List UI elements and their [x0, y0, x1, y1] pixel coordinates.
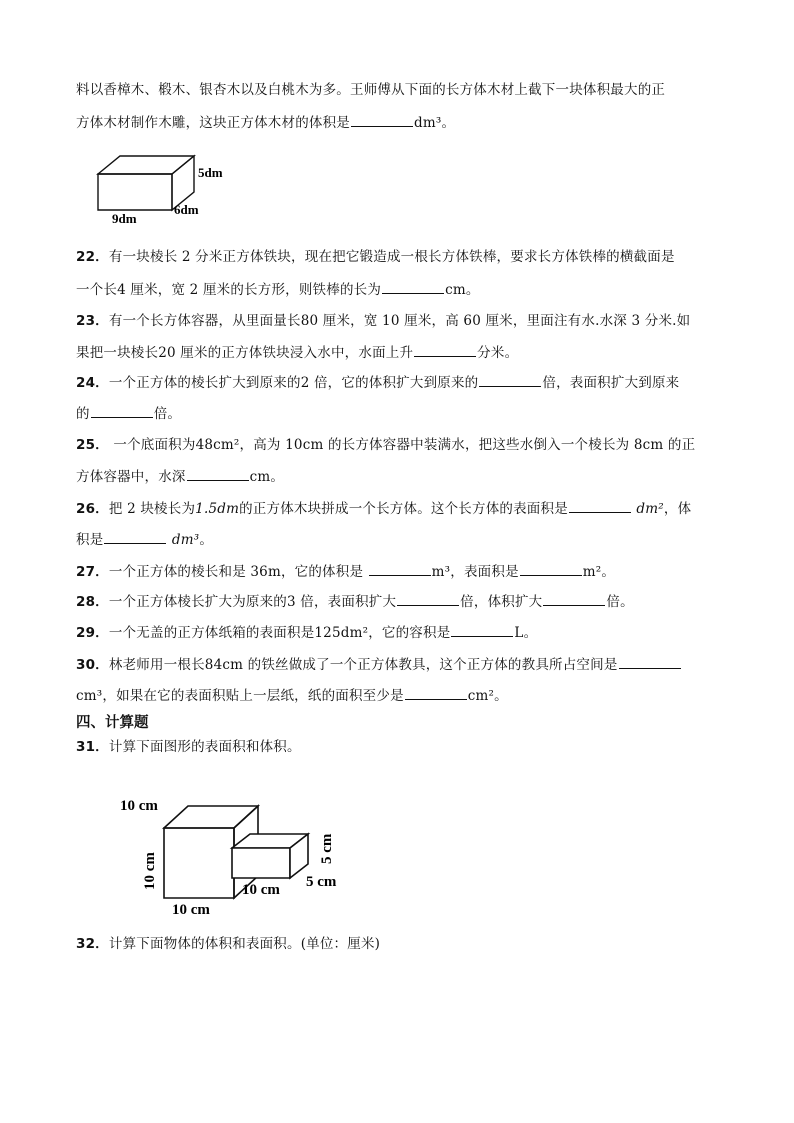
q31-number: 31． — [76, 739, 109, 755]
q26-number: 26． — [76, 501, 109, 517]
q26-line1 — [76, 498, 691, 519]
q27-number: 27． — [76, 564, 109, 580]
q25-line1 — [76, 435, 695, 455]
q22-number: 22． — [76, 249, 109, 265]
q24-answer-blank-2[interactable] — [91, 403, 153, 418]
q26-text1b: 的正方体木块拼成一个长方体。这个长方体的表面积是 — [239, 501, 568, 517]
q31-bottom-label: 10 cm — [172, 902, 210, 918]
q24-number: 24． — [76, 375, 109, 391]
q23-line1 — [76, 311, 690, 331]
q23-text2: 果把一块棱长20 厘米的正方体铁块浸入水中，水面上升 — [76, 345, 414, 361]
q21-width-label: 6dm — [174, 202, 199, 217]
q31-text: 计算下面图形的表面积和体积。 — [108, 739, 301, 755]
q24-text2: 的 — [76, 406, 90, 422]
q25-line2 — [76, 466, 284, 487]
q26-unit-area: dm² — [636, 501, 664, 517]
q25-answer-blank[interactable] — [187, 466, 249, 481]
q24-answer-blank-1[interactable] — [479, 372, 541, 387]
q32-line — [76, 934, 380, 954]
q23-text1: 有一个长方体容器，从里面量长80 厘米，宽 10 厘米，高 60 厘米，里面注有水.水深 3 分米.如 — [108, 313, 691, 329]
q31-small-width-label: 5 cm — [306, 874, 337, 890]
q29-text2: L。 — [514, 625, 538, 641]
q25-unit: cm。 — [249, 469, 285, 485]
q30-answer-blank-2[interactable] — [405, 685, 467, 700]
q29-number: 29． — [76, 625, 109, 641]
q26-answer-blank-2[interactable] — [104, 529, 166, 544]
q30-line2 — [76, 685, 508, 706]
q31-line — [76, 737, 301, 757]
q22-answer-blank[interactable] — [382, 279, 444, 294]
q21-unit: dm³。 — [414, 115, 456, 131]
q28-text1: 一个正方体棱长扩大为原来的3 倍，表面积扩大 — [108, 594, 397, 610]
q28-answer-blank-1[interactable] — [397, 591, 459, 606]
q22-text1: 有一块棱长 2 分米正方体铁块，现在把它锻造成一根长方体铁棒，要求长方体铁棒的横截面是 — [108, 249, 675, 265]
q25-text2: 方体容器中，水深 — [76, 469, 186, 485]
q30-text3: cm²。 — [467, 688, 508, 704]
q23-answer-blank[interactable] — [414, 342, 476, 357]
q21-height-label: 5dm — [198, 165, 223, 180]
q30-number: 30． — [76, 657, 109, 673]
q26-text2: 积是 — [76, 532, 104, 548]
q21-text: 方体木材制作木雕，这块正方体木材的体积是 — [76, 115, 350, 131]
q22-unit: cm。 — [445, 282, 480, 298]
q27-answer-blank-2[interactable] — [520, 561, 582, 576]
q28-text3: 倍。 — [606, 594, 634, 610]
q22-line1 — [76, 247, 675, 267]
q27-text1: 一个正方体的棱长和是 36m，它的体积是 — [108, 564, 368, 580]
q31-composite-figure — [118, 790, 358, 920]
q24-text1: 一个正方体的棱长扩大到原来的2 倍，它的体积扩大到原来的 — [108, 375, 479, 391]
q24-line2 — [76, 403, 181, 424]
q30-line1 — [76, 654, 682, 675]
q21-line2 — [76, 112, 455, 133]
q29-answer-blank[interactable] — [451, 622, 513, 637]
q32-text: 计算下面物体的体积和表面积。(单位：厘米) — [108, 936, 381, 952]
q27-text3: m²。 — [582, 564, 616, 580]
q27-answer-blank-1[interactable] — [369, 561, 431, 576]
q22-line2 — [76, 279, 480, 300]
q26-text2b: 。 — [199, 532, 214, 548]
q30-text1: 林老师用一根长84cm 的铁丝做成了一个正方体教具，这个正方体的教具所占空间是 — [108, 657, 618, 673]
q25-text1: 一个底面积为48cm²，高为 10cm 的长方体容器中装满水，把这些水倒入一个棱长为 8cm 的正 — [108, 437, 696, 453]
q31-small-height-label: 5 cm — [319, 833, 335, 864]
q26-math-edge: 1.5dm — [195, 501, 240, 517]
q26-line2 — [76, 529, 213, 550]
q26-text1c: ，体 — [663, 501, 692, 517]
q26-answer-blank-1[interactable] — [569, 498, 631, 513]
q26-text1: 把 2 块棱长为 — [108, 501, 196, 517]
q29-text1: 一个无盖的正方体纸箱的表面积是125dm²，它的容积是 — [108, 625, 451, 641]
q31-left-label: 10 cm — [142, 852, 158, 890]
q31-top-label: 10 cm — [120, 798, 158, 814]
q21-length-label: 9dm — [112, 211, 137, 226]
q28-answer-blank-2[interactable] — [543, 591, 605, 606]
q27-text2: m³，表面积是 — [431, 564, 519, 580]
q32-number: 32． — [76, 936, 109, 952]
q28-text2: 倍，体积扩大 — [460, 594, 543, 610]
q28-number: 28． — [76, 594, 109, 610]
q24-text2b: 倍。 — [153, 406, 182, 422]
q24-text1b: 倍，表面积扩大到原来 — [542, 375, 680, 391]
q26-unit-volume: dm³ — [171, 532, 200, 548]
q23-line2 — [76, 342, 518, 363]
q24-line1 — [76, 372, 679, 393]
q28-line — [76, 591, 634, 612]
q23-number: 23． — [76, 313, 109, 329]
section-heading-calculation: 四、计算题 — [76, 715, 149, 731]
q27-line — [76, 561, 615, 582]
q25-number: 25． — [76, 437, 109, 453]
q22-text2: 一个长4 厘米，宽 2 厘米的长方形，则铁棒的长为 — [76, 282, 382, 298]
q21-line1: 料以香樟木、椴木、银杏木以及白桃木为多。王师傅从下面的长方体木材上截下一块体积最大的正 — [76, 82, 666, 98]
q23-unit: 分米。 — [477, 345, 519, 361]
q21-cuboid-figure — [92, 150, 242, 228]
q31-small-length-label: 10 cm — [242, 882, 280, 898]
q21-answer-blank[interactable] — [351, 112, 413, 127]
q29-line — [76, 622, 537, 643]
q30-text2: cm³，如果在它的表面积贴上一层纸，纸的面积至少是 — [76, 688, 404, 704]
q30-answer-blank-1[interactable] — [619, 654, 681, 669]
